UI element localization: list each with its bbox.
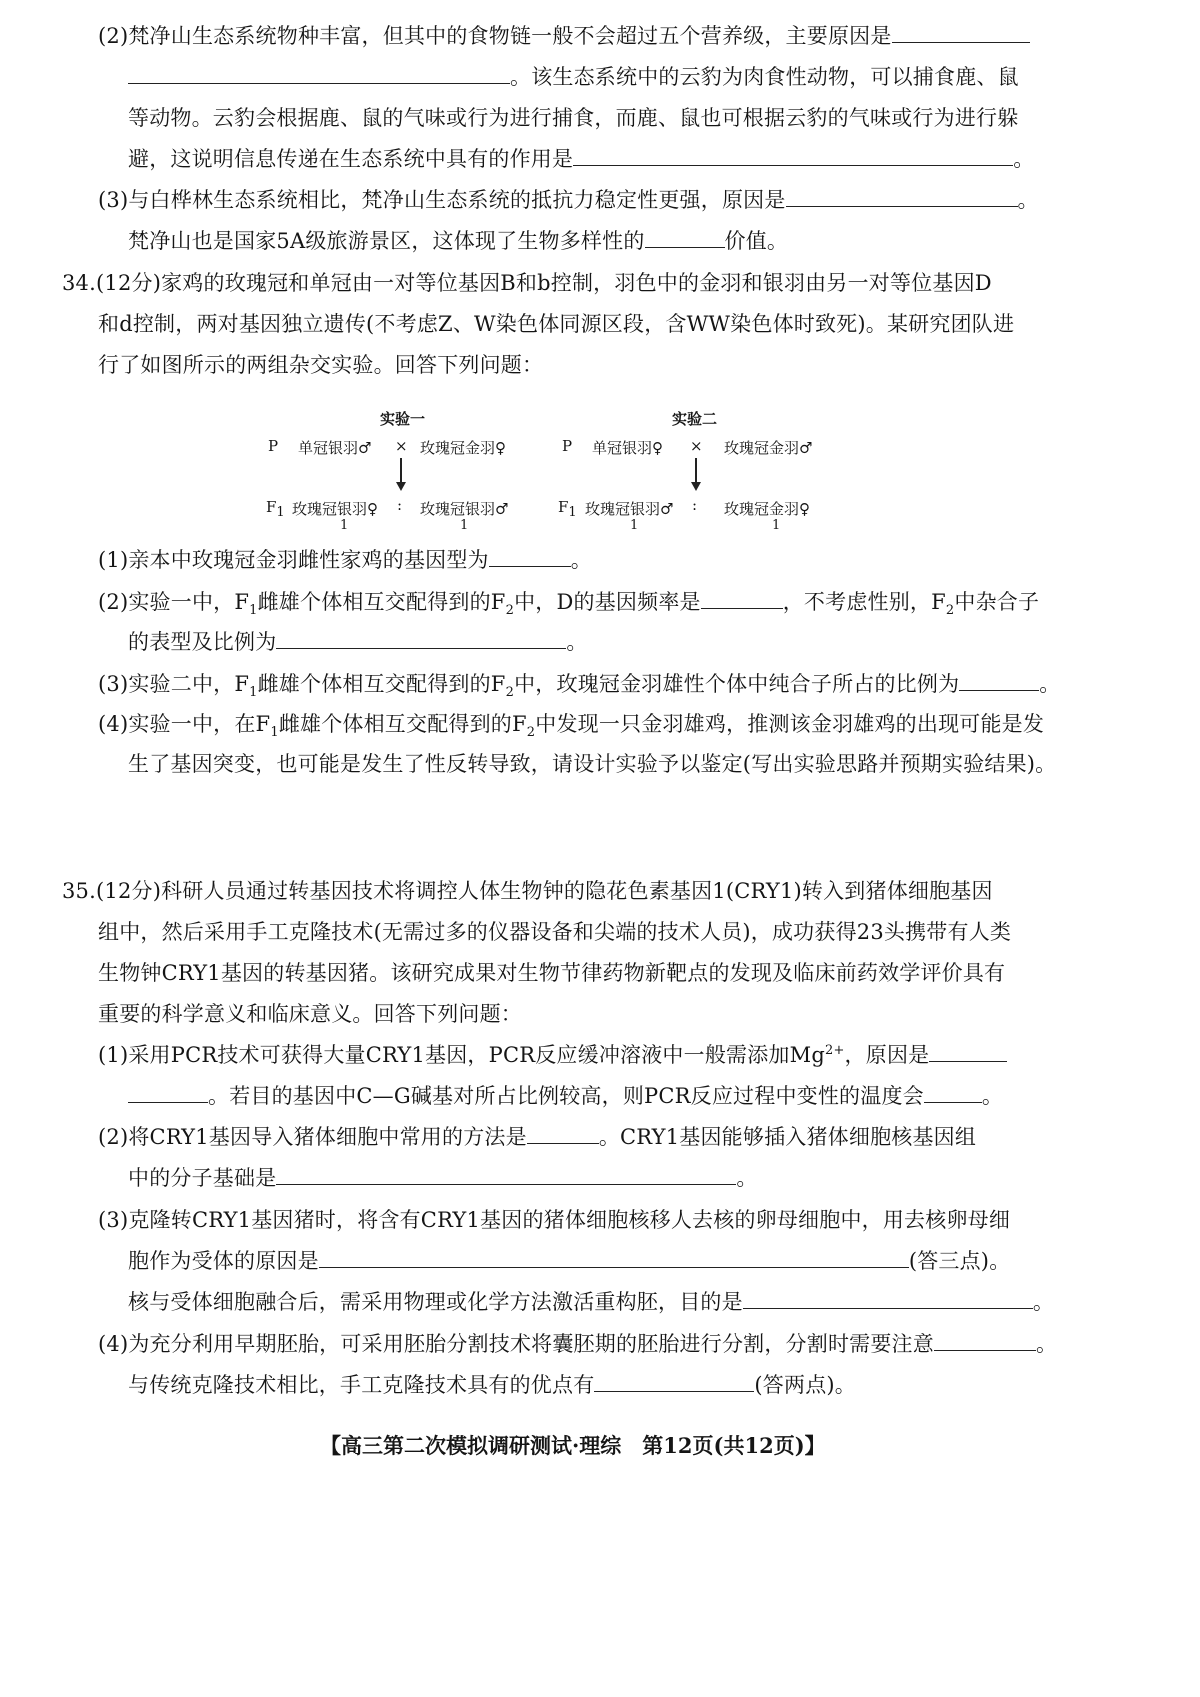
q33-part2-text3: 等动物。云豹会根据鹿、鼠的气味或行为进行捕食，而鹿、鼠也可根据云豹的气味或行为进行躲 <box>128 106 1019 130</box>
period: 。 <box>736 1166 758 1190</box>
q34-stem-line1 <box>62 269 992 297</box>
answer-blank[interactable] <box>573 145 1013 166</box>
answer-blank[interactable] <box>786 186 1018 207</box>
q35-sub3-line2 <box>128 1247 1010 1275</box>
answer-blank[interactable] <box>959 670 1039 691</box>
answer-blank[interactable] <box>276 1164 736 1185</box>
f-letter: F <box>266 498 277 516</box>
q34-text2: 和d控制，两对基因独立遗传(不考虑Z、W染色体同源区段，含WW染色体时致死)。某研究团队进 <box>98 312 1015 336</box>
q34-stem-line2 <box>98 310 1014 338</box>
exp2-colon: : <box>692 496 698 514</box>
period: 。 <box>1017 188 1039 212</box>
answer-blank[interactable] <box>929 1041 1007 1062</box>
exp1-arrowhead <box>396 482 406 491</box>
text: (4)实验一中，在F <box>98 712 271 736</box>
exp2-p-left: 单冠银羽♀ <box>592 439 663 457</box>
text: 中发现一只金羽雄鸡，推测该金羽雄鸡的出现可能是发 <box>535 712 1045 736</box>
q35-stem-line3 <box>98 959 1005 987</box>
superscript: 2+ <box>824 1043 845 1058</box>
answer-blank[interactable] <box>128 1082 208 1103</box>
subscript: 2 <box>505 603 515 619</box>
q33-part2-text4: 避，这说明信息传递在生态系统中具有的作用是 <box>128 147 574 171</box>
q33-part3-text2: 梵净山也是国家5A级旅游景区，这体现了生物多样性的 <box>128 229 645 253</box>
q34-sub3 <box>98 670 1061 701</box>
period: 。 <box>1032 1290 1055 1314</box>
q35-sub3-line3 <box>128 1288 1054 1316</box>
text: 。CRY1基因能够插入猪体细胞核基因组 <box>598 1125 977 1149</box>
text: (答三点)。 <box>908 1249 1011 1273</box>
text: 与传统克隆技术相比，手工克隆技术具有的优点有 <box>128 1373 595 1397</box>
q34-text1: 34.(12分)家鸡的玫瑰冠和单冠由一对等位基因B和b控制，羽色中的金羽和银羽由另一对等位基因D <box>62 271 992 295</box>
exp1-f-label <box>266 498 285 520</box>
q33-part2-line2 <box>128 63 1019 91</box>
exp2-f-left: 玫瑰冠银羽♂ <box>585 500 674 518</box>
exp2-p-label: P <box>562 437 573 455</box>
period: 。 <box>570 548 592 572</box>
q34-text3: 行了如图所示的两组杂交实验。回答下列问题： <box>98 353 544 377</box>
subscript: 1 <box>249 685 258 701</box>
exp1-p-label: P <box>268 437 279 455</box>
q35-sub4-line1 <box>98 1330 1057 1358</box>
period: 。 <box>1039 672 1061 696</box>
exp1-arrow <box>400 458 402 484</box>
period: 。 <box>1035 1332 1058 1356</box>
exp2-p-right: 玫瑰冠金羽♂ <box>724 439 813 457</box>
text: (2)实验一中，F <box>98 590 250 614</box>
q33-part2-line1 <box>98 22 1030 50</box>
q34-sub2-line2 <box>128 628 588 656</box>
q33-part3-text1: (3)与白桦林生态系统相比，梵净山生态系统的抵抗力稳定性更强，原因是 <box>98 188 786 212</box>
answer-blank[interactable] <box>489 546 571 567</box>
q33-part3-line1 <box>98 186 1039 214</box>
text: (3)实验二中，F <box>98 672 250 696</box>
q35-stem-line1 <box>62 877 993 905</box>
text: 胞作为受体的原因是 <box>128 1249 319 1273</box>
q35-stem-line2 <box>98 918 1011 946</box>
answer-blank[interactable] <box>701 588 783 609</box>
exp1-colon: : <box>397 496 403 514</box>
q35-sub4-line2 <box>128 1371 856 1399</box>
answer-blank[interactable] <box>934 1330 1036 1351</box>
exp2-f-label <box>558 498 577 520</box>
q33-part2-text1: (2)梵净山生态系统物种丰富，但其中的食物链一般不会超过五个营养级，主要原因是 <box>98 24 892 48</box>
text: 。若目的基因中C—G碱基对所占比例较高，则PCR反应过程中变性的温度会 <box>208 1084 924 1108</box>
q35-sub1-line2 <box>128 1082 1003 1110</box>
f-subscript: 1 <box>568 505 577 520</box>
period: 。 <box>981 1084 1004 1108</box>
period: 。 <box>566 630 588 654</box>
f-letter: F <box>558 498 569 516</box>
q35-sub1-line1 <box>98 1041 1007 1069</box>
page-footer: 【高三第二次模拟调研测试·理综 第12页(共12页)】 <box>320 1433 826 1458</box>
period: 。 <box>1013 147 1035 171</box>
text: 生物钟CRY1基因的转基因猪。该研究成果对生物节律药物新靶点的发现及临床前药效学评价具有 <box>98 961 1006 985</box>
exp2-arrowhead <box>691 482 701 491</box>
exp2-cross: × <box>690 437 703 455</box>
exp2-ratio-left: 1 <box>630 518 639 533</box>
text: 雌雄个体相互交配得到的F <box>257 590 506 614</box>
answer-blank[interactable] <box>276 628 566 649</box>
text: (2)将CRY1基因导入猪体细胞中常用的方法是 <box>98 1125 527 1149</box>
text: 生了基因突变，也可能是发生了性反转导致，请设计实验予以鉴定(写出实验思路并预期实验结果)。 <box>128 752 1057 776</box>
text: (3)克隆转CRY1基因猪时，将含有CRY1基因的猪体细胞核移人去核的卵母细胞中，用去核卵母细 <box>98 1208 1011 1232</box>
subscript: 1 <box>270 725 279 741</box>
answer-blank[interactable] <box>128 63 510 84</box>
text: 核与受体细胞融合后，需采用物理或化学方法激活重构胚，目的是 <box>128 1290 743 1314</box>
f-subscript: 1 <box>276 505 285 520</box>
subscript: 1 <box>249 603 258 619</box>
answer-blank[interactable] <box>743 1288 1033 1309</box>
answer-blank[interactable] <box>319 1247 909 1268</box>
q33-part2-text2: 。该生态系统中的云豹为肉食性动物，可以捕食鹿、鼠 <box>510 65 1019 89</box>
answer-blank[interactable] <box>924 1082 982 1103</box>
exp2-ratio-right: 1 <box>772 518 781 533</box>
subscript: 2 <box>505 685 515 701</box>
exp1-f-right: 玫瑰冠银羽♂ <box>420 500 509 518</box>
q34-sub4-line2 <box>128 750 1056 778</box>
subscript: 2 <box>945 603 955 619</box>
text: 组中，然后采用手工克隆技术(无需过多的仪器设备和尖端的技术人员)，成功获得23头携带有人类 <box>98 920 1012 944</box>
q35-sub2-line2 <box>128 1164 758 1192</box>
text: 中，D的基因频率是 <box>514 590 701 614</box>
q34-sub4-line1 <box>98 710 1045 741</box>
q35-sub3-line1 <box>98 1206 1010 1234</box>
answer-blank[interactable] <box>892 22 1030 43</box>
text: 重要的科学意义和临床意义。回答下列问题： <box>98 1002 522 1026</box>
q33-part2-line4 <box>128 145 1034 173</box>
exp1-cross: × <box>395 437 408 455</box>
q33-part2-line3 <box>128 104 1018 132</box>
q33-part3-line2 <box>128 227 788 255</box>
text: 雌雄个体相互交配得到的F <box>278 712 527 736</box>
text: 中，玫瑰冠金羽雄性个体中纯合子所占的比例为 <box>514 672 960 696</box>
exp1-f-left: 玫瑰冠银羽♀ <box>292 500 378 518</box>
exp1-ratio-left: 1 <box>340 518 349 533</box>
suffix: 价值。 <box>724 229 789 253</box>
q34-sub1 <box>98 546 592 574</box>
exp1-p-right: 玫瑰冠金羽♀ <box>420 439 506 457</box>
q35-sub2-line1 <box>98 1123 976 1151</box>
answer-blank[interactable] <box>527 1123 599 1144</box>
exp2-f-right: 玫瑰冠金羽♀ <box>724 500 810 518</box>
exp1-title: 实验一 <box>380 410 426 428</box>
exp1-p-left: 单冠银羽♂ <box>298 439 372 457</box>
text: ，不考虑性别，F <box>782 590 946 614</box>
text: 中的分子基础是 <box>128 1166 277 1190</box>
q35-stem-line4 <box>98 1000 522 1028</box>
exp2-arrow <box>695 458 697 484</box>
text: 中杂合子 <box>954 590 1040 614</box>
text: 35.(12分)科研人员通过转基因技术将调控人体生物钟的隐花色素基因1(CRY1)转入到猪体细胞基因 <box>62 879 993 903</box>
q34-sub1-text: (1)亲本中玫瑰冠金羽雌性家鸡的基因型为 <box>98 548 489 572</box>
text: 雌雄个体相互交配得到的F <box>257 672 506 696</box>
subscript: 2 <box>526 725 536 741</box>
answer-blank[interactable] <box>594 1371 754 1392</box>
exp2-title: 实验二 <box>672 410 718 428</box>
text: (答两点)。 <box>754 1373 856 1397</box>
text: (4)为充分利用早期胚胎，可采用胚胎分割技术将囊胚期的胚胎进行分割，分割时需要注意 <box>98 1332 934 1356</box>
answer-blank[interactable] <box>645 227 725 248</box>
text: 的表型及比例为 <box>128 630 277 654</box>
text: (1)采用PCR技术可获得大量CRY1基因，PCR反应缓冲溶液中一般需添加Mg <box>98 1043 825 1067</box>
q34-stem-line3 <box>98 351 543 379</box>
exp1-ratio-right: 1 <box>460 518 469 533</box>
text: ，原因是 <box>844 1043 930 1067</box>
q34-sub2-line1 <box>98 588 1040 619</box>
